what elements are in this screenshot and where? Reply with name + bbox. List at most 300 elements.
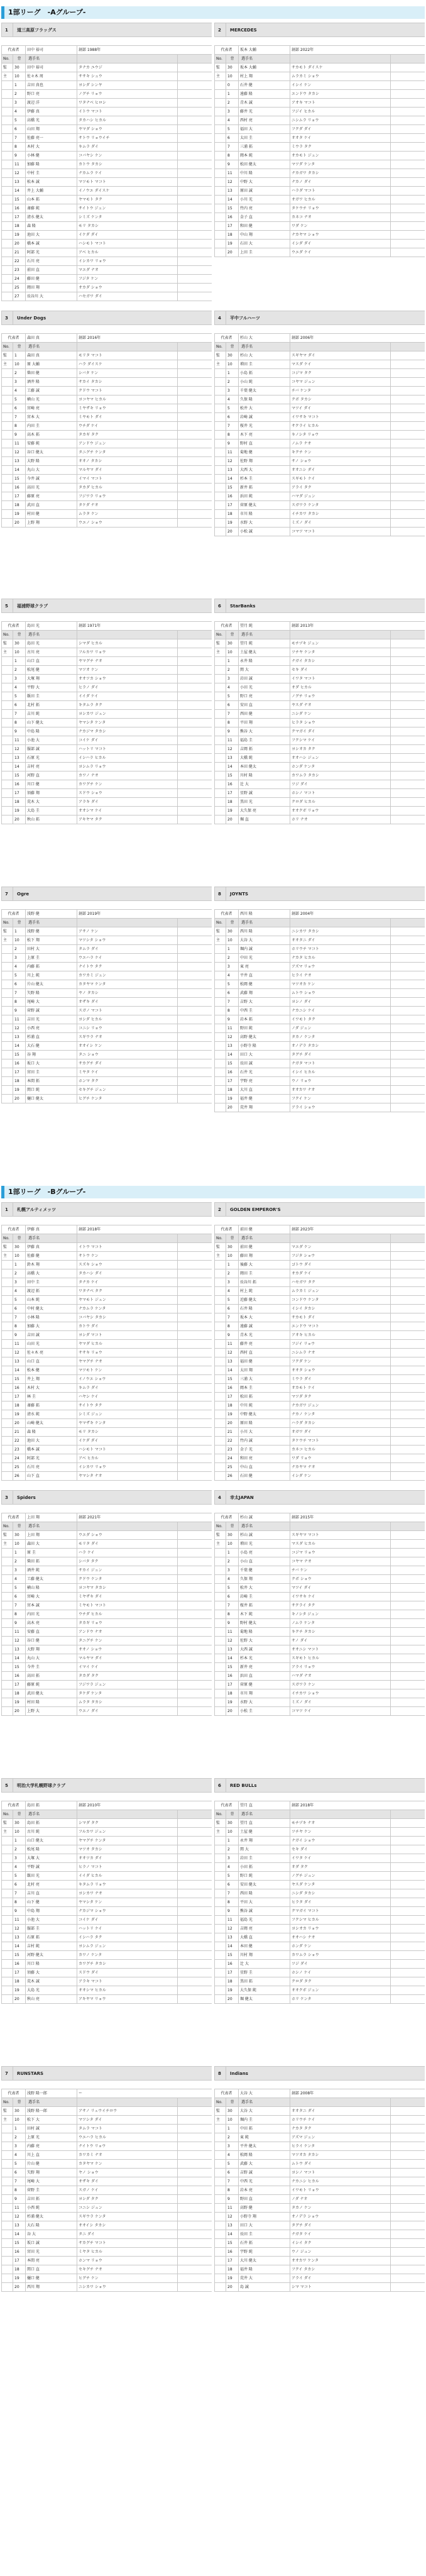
player-kana-cell: オオカワ ケンタ xyxy=(290,2257,391,2265)
player-kana-cell: ヤマモト タク xyxy=(77,196,178,204)
roster-header-row xyxy=(2,343,212,351)
uniform-number-cell: 1 xyxy=(226,90,239,99)
table-row xyxy=(2,1472,212,1481)
player-kana-cell: ナカムラ ケンタ xyxy=(77,1305,178,1313)
uniform-number-cell: 11 xyxy=(13,1628,26,1637)
empty-cell xyxy=(391,1916,425,1925)
founded-year: 創部 2006年 xyxy=(290,334,425,343)
player-name-cell: 菊地 隆 xyxy=(239,1628,290,1637)
player-name-cell: 青木 誠 xyxy=(239,99,290,108)
empty-cell xyxy=(391,152,425,160)
uniform-number-cell: 1 xyxy=(13,1837,26,1845)
representative-row xyxy=(2,46,212,55)
empty-cell xyxy=(178,1252,212,1261)
empty-cell xyxy=(178,1951,212,1960)
player-name-cell: 小野寺 翔 xyxy=(239,2213,290,2221)
player-kana-cell: アラキ マコト xyxy=(77,1977,178,1986)
empty-cell xyxy=(178,2160,212,2169)
role-cell xyxy=(215,1472,226,1481)
empty-cell xyxy=(178,178,212,187)
roster-header-cell: 背 xyxy=(226,1810,239,1819)
uniform-number-cell: 14 xyxy=(226,475,239,484)
uniform-number-cell: 17 xyxy=(226,1969,239,1977)
table-row xyxy=(2,701,212,710)
role-cell xyxy=(2,683,13,692)
empty-cell xyxy=(391,1243,425,1252)
role-cell xyxy=(215,980,226,989)
table-row xyxy=(215,666,425,675)
empty-cell xyxy=(391,727,425,736)
player-name-cell: 横山 光 xyxy=(26,395,77,404)
player-name-cell: 石井 光 xyxy=(239,1068,290,1077)
player-kana-cell: ミウラ タク xyxy=(290,143,391,152)
player-name-cell: 小川 光 xyxy=(239,196,290,204)
uniform-number-cell: 1 xyxy=(13,81,26,90)
uniform-number-cell: 1 xyxy=(13,1261,26,1269)
player-kana-cell: セキグチ ナオ xyxy=(77,2265,178,2274)
player-name-cell: 増田 圭 xyxy=(239,360,290,369)
role-cell: 監 xyxy=(2,1243,13,1252)
role-cell xyxy=(215,736,226,745)
empty-cell xyxy=(391,1428,425,1437)
player-kana-cell: オザキ ダイ xyxy=(77,998,178,1007)
uniform-number-cell: 11 xyxy=(226,736,239,745)
roster-header-cell xyxy=(391,343,425,351)
empty-cell xyxy=(391,1077,425,1086)
player-kana-cell: ハヤシ ケイ xyxy=(77,1393,178,1401)
team-roster-table xyxy=(214,23,425,257)
empty-cell xyxy=(178,64,212,72)
empty-cell xyxy=(178,683,212,692)
uniform-number-cell: 17 xyxy=(226,1393,239,1401)
uniform-number-cell: 8 xyxy=(226,152,239,160)
table-row xyxy=(2,178,212,187)
role-cell xyxy=(215,1881,226,1889)
team-number: 4 xyxy=(215,1491,226,1505)
role-cell xyxy=(215,99,226,108)
representative-label: 代表者 xyxy=(2,46,26,55)
player-name-cell: 吉村 亮 xyxy=(26,763,77,771)
role-cell xyxy=(215,2248,226,2257)
uniform-number-cell: 18 xyxy=(13,1401,26,1410)
player-name-cell: 中村 圭 xyxy=(26,169,77,178)
table-row xyxy=(215,2160,425,2169)
table-row xyxy=(215,754,425,763)
spacer-row xyxy=(2,1505,212,1513)
uniform-number-cell: 6 xyxy=(226,1593,239,1601)
player-name-cell: 松岡 健 xyxy=(239,980,290,989)
empty-cell xyxy=(391,466,425,475)
roster-header-cell: No. xyxy=(215,1234,226,1243)
player-kana-cell: ウエハラ ケイ xyxy=(77,954,178,963)
uniform-number-cell: 5 xyxy=(226,404,239,413)
table-row xyxy=(215,763,425,771)
uniform-number-cell: 12 xyxy=(226,2213,239,2221)
role-cell xyxy=(2,2257,13,2265)
uniform-number-cell: 2 xyxy=(13,2133,26,2142)
role-cell xyxy=(215,413,226,422)
table-row xyxy=(2,2160,212,2169)
role-cell xyxy=(2,1689,13,1698)
empty-cell xyxy=(178,971,212,980)
uniform-number-cell: 1 xyxy=(226,945,239,954)
table-row xyxy=(2,248,212,257)
player-name-cell: 中山 直 xyxy=(239,1463,290,1472)
empty-cell xyxy=(391,989,425,998)
uniform-number-cell: 21 xyxy=(13,248,26,257)
player-kana-cell: ハセガワ タク xyxy=(290,1278,391,1287)
player-kana-cell: スドウ ダイ xyxy=(77,1969,178,1977)
player-name-cell: 大久保 亮 xyxy=(239,807,290,815)
uniform-number-cell: 12 xyxy=(226,178,239,187)
empty-cell xyxy=(178,1472,212,1481)
roster-header-cell xyxy=(178,631,212,639)
role-cell xyxy=(215,1051,226,1059)
table-row xyxy=(2,125,212,134)
uniform-number-cell: 11 xyxy=(13,736,26,745)
empty-cell xyxy=(178,2248,212,2257)
uniform-number-cell: 15 xyxy=(13,2239,26,2248)
empty-cell xyxy=(178,945,212,954)
player-kana-cell: ウエダ ケイ xyxy=(290,248,391,257)
player-name-cell: 川村 翔 xyxy=(239,1951,290,1960)
table-row xyxy=(2,1269,212,1278)
representative-name: 島田 拓 xyxy=(26,1801,77,1810)
team-card xyxy=(214,2066,425,2354)
role-cell xyxy=(2,404,13,413)
table-row xyxy=(215,125,425,134)
player-kana-cell: タムラ マコト xyxy=(77,2125,178,2133)
table-row xyxy=(2,484,212,492)
player-name-cell: 中田 拓 xyxy=(239,2125,290,2133)
player-name-cell: 杉山 誠 xyxy=(239,1531,290,1540)
empty-cell xyxy=(178,1854,212,1863)
empty-cell xyxy=(391,90,425,99)
player-kana-cell: マツシタ ショウ xyxy=(77,936,178,945)
uniform-number-cell: 18 xyxy=(13,1689,26,1698)
uniform-number-cell: 1 xyxy=(226,369,239,378)
table-row xyxy=(215,1103,425,1112)
empty-cell xyxy=(178,187,212,196)
team-number: 5 xyxy=(2,599,13,613)
table-row xyxy=(2,492,212,501)
uniform-number-cell: 7 xyxy=(226,143,239,152)
empty-cell xyxy=(391,1881,425,1889)
role-cell xyxy=(2,2204,13,2213)
uniform-number-cell: 6 xyxy=(13,980,26,989)
role-cell xyxy=(215,1584,226,1593)
empty-cell xyxy=(391,1663,425,1672)
uniform-number-cell: 13 xyxy=(226,1357,239,1366)
player-name-cell: 大塚 翔 xyxy=(26,675,77,683)
uniform-number-cell: 10 xyxy=(226,360,239,369)
role-cell xyxy=(2,1305,13,1313)
empty-cell xyxy=(178,231,212,240)
role-cell xyxy=(215,501,226,510)
empty-cell xyxy=(391,1619,425,1628)
player-name-cell: 西田 隆 xyxy=(239,1889,290,1898)
table-row xyxy=(215,1566,425,1575)
empty-cell xyxy=(391,1531,425,1540)
empty-cell xyxy=(178,248,212,257)
table-row xyxy=(2,1863,212,1872)
role-cell xyxy=(215,1681,226,1689)
uniform-number-cell: 11 xyxy=(13,1916,26,1925)
empty-cell xyxy=(391,1349,425,1357)
empty-cell xyxy=(391,134,425,143)
uniform-number-cell: 19 xyxy=(226,519,239,528)
uniform-number-cell: 30 xyxy=(13,1819,26,1828)
uniform-number-cell: 18 xyxy=(13,2265,26,2274)
player-name-cell: 小川 大 xyxy=(239,1428,290,1437)
player-name-cell: 石川 亮 xyxy=(26,1463,77,1472)
player-name-cell: 杉浦 直 xyxy=(26,1033,77,1042)
empty-cell xyxy=(178,501,212,510)
uniform-number-cell: 12 xyxy=(13,448,26,457)
table-row xyxy=(2,257,212,266)
table-row xyxy=(215,1540,425,1549)
table-row xyxy=(2,413,212,422)
empty-cell xyxy=(178,1384,212,1393)
uniform-number-cell: 1 xyxy=(226,1261,239,1269)
table-row xyxy=(215,1375,425,1384)
roster-header-cell xyxy=(290,1234,391,1243)
uniform-number-cell: 14 xyxy=(13,1654,26,1663)
uniform-number-cell: 3 xyxy=(13,1278,26,1287)
table-row xyxy=(215,1933,425,1942)
table-row xyxy=(215,81,425,90)
player-kana-cell: サノ ダイ xyxy=(290,1637,391,1645)
player-kana-cell: キノシタ ジュン xyxy=(290,1610,391,1619)
role-cell xyxy=(215,2283,226,2292)
role-cell xyxy=(215,1845,226,1854)
team-card xyxy=(214,23,425,311)
player-kana-cell: クドウ マコト xyxy=(77,387,178,395)
player-name-cell: 土屋 健太 xyxy=(239,648,290,657)
player-name-cell: 矢野 隆 xyxy=(26,989,77,998)
uniform-number-cell: 9 xyxy=(13,727,26,736)
team-card xyxy=(1,887,212,1175)
empty-cell xyxy=(391,1601,425,1610)
player-kana-cell: タグチ ダイ xyxy=(290,2221,391,2230)
player-kana-cell: ワダ リョウ xyxy=(290,1454,391,1463)
role-cell: 監 xyxy=(215,927,226,936)
table-row xyxy=(2,351,212,360)
player-name-cell: 橋本 誠 xyxy=(26,240,77,248)
player-name-cell: 永井 隆 xyxy=(239,657,290,666)
player-name-cell: 松下 大 xyxy=(26,2116,77,2125)
table-row xyxy=(215,945,425,954)
empty-cell xyxy=(391,1331,425,1340)
roster-header-cell xyxy=(391,919,425,927)
team-name: 明治大学札幌野球クラブ xyxy=(13,1779,212,1793)
empty-cell xyxy=(178,466,212,475)
player-name-cell: 中西 圭 xyxy=(239,1007,290,1015)
roster-header-row xyxy=(215,55,425,64)
player-name-cell: 山田 光 xyxy=(26,1340,77,1349)
player-kana-cell: コヤマ ナオ xyxy=(290,1557,391,1566)
player-kana-cell: ハセガワ ダイ xyxy=(77,292,178,301)
table-row xyxy=(215,657,425,666)
spacer-cell xyxy=(215,613,425,622)
player-name-cell: 木村 大 xyxy=(26,1384,77,1393)
role-cell xyxy=(215,1654,226,1663)
table-row xyxy=(215,2133,425,2142)
player-kana-cell: セキ ダイ xyxy=(290,1845,391,1854)
uniform-number-cell: 1 xyxy=(13,927,26,936)
role-cell xyxy=(215,945,226,954)
player-name-cell: 渡辺 洋 xyxy=(26,99,77,108)
empty-cell xyxy=(391,754,425,763)
table-row xyxy=(215,2195,425,2204)
role-cell xyxy=(2,657,13,666)
uniform-number-cell: 3 xyxy=(13,1566,26,1575)
uniform-number-cell: 14 xyxy=(226,1654,239,1663)
player-kana-cell: マツダ タク xyxy=(290,1393,391,1401)
player-name-cell: 吉田 真也 xyxy=(26,81,77,90)
team-name: 札幌アルティメッツ xyxy=(13,1203,212,1217)
empty-cell xyxy=(178,1645,212,1654)
empty-cell xyxy=(391,936,425,945)
role-cell xyxy=(2,989,13,998)
player-kana-cell: ヨコヤマ ヒカル xyxy=(77,395,178,404)
player-name-cell: 田村 大 xyxy=(26,945,77,954)
uniform-number-cell: 24 xyxy=(13,1454,26,1463)
player-name-cell: 池田 大 xyxy=(26,231,77,240)
role-cell xyxy=(215,771,226,780)
role-cell xyxy=(215,134,226,143)
player-name-cell: 藤原 亮 xyxy=(26,492,77,501)
player-name-cell: 菅野 圭 xyxy=(26,2186,77,2195)
player-name-cell: 野口 亮 xyxy=(26,90,77,99)
player-kana-cell: オオカワ ナオ xyxy=(290,1086,391,1095)
table-row xyxy=(2,1995,212,2004)
empty-cell xyxy=(178,1531,212,1540)
team-title-row xyxy=(215,1779,425,1793)
player-kana-cell: ナガイ タカシ xyxy=(290,657,391,666)
role-cell xyxy=(215,1437,226,1446)
empty-cell xyxy=(178,798,212,807)
team-roster-table xyxy=(1,23,212,301)
uniform-number-cell: 25 xyxy=(226,1463,239,1472)
player-name-cell: 安藤 直 xyxy=(26,1628,77,1637)
uniform-number-cell: 18 xyxy=(226,231,239,240)
player-kana-cell: カワムラ タカシ xyxy=(290,771,391,780)
empty-cell xyxy=(391,1610,425,1619)
uniform-number-cell: 20 xyxy=(13,1419,26,1428)
representative-row xyxy=(2,2089,212,2098)
role-cell xyxy=(2,99,13,108)
player-kana-cell: イマイ マコト xyxy=(77,475,178,484)
player-name-cell: 河野 健太 xyxy=(26,1951,77,1960)
representative-row xyxy=(2,622,212,631)
team-roster-table xyxy=(1,1490,212,1716)
table-row xyxy=(215,1366,425,1375)
uniform-number-cell: 7 xyxy=(13,134,26,143)
role-cell xyxy=(2,692,13,701)
role-cell xyxy=(2,1340,13,1349)
table-row xyxy=(215,457,425,466)
uniform-number-cell: 12 xyxy=(226,1033,239,1042)
table-row xyxy=(2,134,212,143)
empty-cell xyxy=(178,1349,212,1357)
player-name-cell: 加藤 隆 xyxy=(26,160,77,169)
uniform-number-cell: 26 xyxy=(226,1472,239,1481)
empty-cell xyxy=(178,369,212,378)
table-row xyxy=(215,989,425,998)
uniform-number-cell: 7 xyxy=(226,710,239,719)
uniform-number-cell: 15 xyxy=(226,204,239,213)
table-row xyxy=(2,2142,212,2151)
player-kana-cell: マツモト ケン xyxy=(77,1366,178,1375)
table-row xyxy=(215,727,425,736)
table-row xyxy=(2,152,212,160)
uniform-number-cell: 5 xyxy=(13,395,26,404)
uniform-number-cell: 3 xyxy=(13,675,26,683)
player-name-cell: 村上 純 xyxy=(239,1287,290,1296)
player-kana-cell: ホンダ ケンタ xyxy=(290,763,391,771)
player-kana-cell: イシイ タカシ xyxy=(290,1305,391,1313)
player-name-cell: 村上 翔 xyxy=(239,72,290,81)
table-row xyxy=(2,231,212,240)
empty-cell xyxy=(178,439,212,448)
table-row xyxy=(2,989,212,998)
player-kana-cell: コイケ ダイ xyxy=(77,1916,178,1925)
table-row xyxy=(215,404,425,413)
role-cell xyxy=(215,178,226,187)
representative-name: 森田 真 xyxy=(26,334,77,343)
empty-cell xyxy=(391,360,425,369)
role-cell xyxy=(215,1296,226,1305)
table-row xyxy=(2,1698,212,1707)
player-name-cell: 石田 大 xyxy=(239,240,290,248)
uniform-number-cell: 7 xyxy=(226,1889,239,1898)
empty-cell xyxy=(178,266,212,275)
player-name-cell: 上野 翔 xyxy=(26,519,77,528)
role-cell xyxy=(2,178,13,187)
player-name-cell: 山崎 健太 xyxy=(26,1419,77,1428)
player-kana-cell: タカダ ヒカル xyxy=(77,484,178,492)
player-name-cell: 水野 大 xyxy=(239,519,290,528)
player-name-cell: 望月 純 xyxy=(239,639,290,648)
table-row xyxy=(215,196,425,204)
role-cell xyxy=(215,1086,226,1095)
uniform-number-cell: 10 xyxy=(226,1828,239,1837)
player-name-cell: 荒木 大 xyxy=(26,798,77,807)
representative-row xyxy=(2,910,212,919)
empty-cell xyxy=(391,639,425,648)
uniform-number-cell: 5 xyxy=(226,125,239,134)
role-cell: 監 xyxy=(215,1531,226,1540)
empty-cell xyxy=(178,1446,212,1454)
player-name-cell: 佐野 大 xyxy=(239,1637,290,1645)
roster-header-cell xyxy=(77,1234,178,1243)
uniform-number-cell: 19 xyxy=(13,1986,26,1995)
role-cell xyxy=(215,248,226,257)
table-row xyxy=(215,501,425,510)
team-card xyxy=(214,887,425,1175)
player-name-cell: 中島 翔 xyxy=(26,1907,77,1916)
role-cell xyxy=(2,1969,13,1977)
league-section xyxy=(0,6,426,1175)
table-row xyxy=(2,2265,212,2274)
table-row xyxy=(215,1619,425,1628)
player-kana-cell: ヤマシタ ナオ xyxy=(77,1472,178,1481)
uniform-number-cell: 9 xyxy=(13,2195,26,2204)
role-cell xyxy=(215,1575,226,1584)
roster-header-cell: 選手名 xyxy=(26,631,77,639)
empty-cell xyxy=(178,160,212,169)
